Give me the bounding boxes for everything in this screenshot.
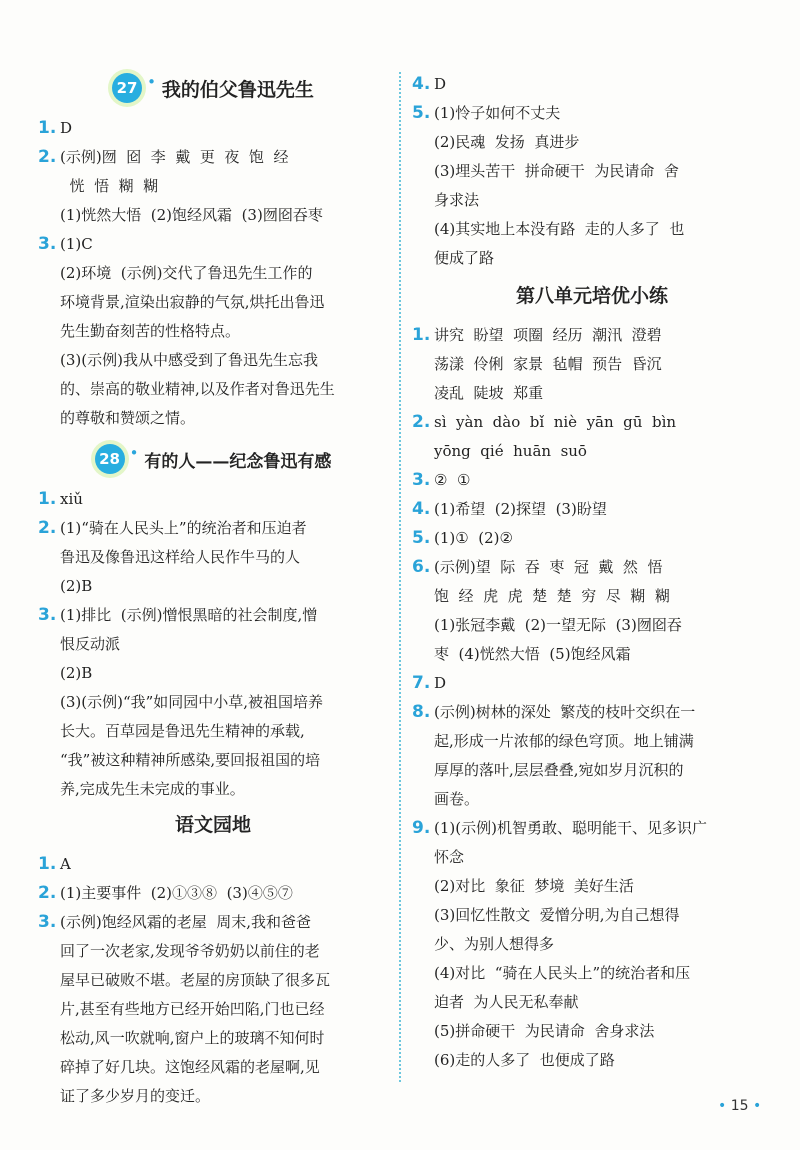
page-number [718, 1098, 761, 1114]
answer-line: sì yàn dào bǐ niè yān gū bìn [434, 413, 677, 431]
answer-item [38, 230, 388, 433]
answer-line: 先生勤奋刻苦的性格特点。 [60, 322, 241, 340]
answer-item [412, 99, 772, 273]
answer-number: 2. [38, 883, 57, 903]
answer-line: D [434, 674, 447, 692]
answer-item [412, 553, 772, 669]
answer-number: 1. [412, 325, 431, 345]
answer-line: 怀念 [434, 848, 465, 866]
answer-line: (2)B [60, 664, 93, 682]
answer-line: (4)其实地上本没有路 走的人多了 也 [434, 220, 685, 238]
answer-number: 9. [412, 818, 431, 838]
lesson-27-title [38, 70, 388, 106]
answer-line: 枣 (4)恍然大悟 (5)饱经风霜 [434, 645, 631, 663]
answer-line: 的、崇高的敬业精神,以及作者对鲁迅先生 [60, 380, 335, 398]
lesson-title-text: 有的人——纪念鲁迅有感 [144, 451, 332, 472]
answer-line: 便成了路 [434, 249, 495, 267]
yuwen-yuandi-answers [38, 850, 388, 1111]
answer-line: 证了多少岁月的变迁。 [60, 1087, 211, 1105]
unit-8-title: 第八单元培优小练 [515, 285, 668, 307]
answer-line: (3)(示例)我从中感受到了鲁迅先生忘我 [60, 351, 318, 369]
answer-line: (2)B [60, 577, 93, 595]
answer-number: 1. [38, 118, 57, 138]
answer-line: D [434, 75, 447, 93]
answer-line: (2)民魂 发扬 真进步 [434, 133, 580, 151]
answer-item [412, 70, 772, 99]
lesson-28-title [38, 441, 388, 477]
right-column [412, 70, 772, 1075]
answer-line: (示例)囫 囵 李 戴 更 夜 饱 经 [60, 148, 289, 166]
answer-line: (2)对比 象征 梦境 美好生活 [434, 877, 634, 895]
answer-number: 3. [412, 470, 431, 490]
answer-line: 饱 经 虎 虎 楚 楚 穷 尽 糊 糊 [434, 587, 670, 605]
answer-line: 长大。百草园是鲁迅先生精神的承载, [60, 722, 305, 740]
answer-line: (2)环境 (示例)交代了鲁迅先生工作的 [60, 264, 313, 282]
page-number-text: 15 [730, 1098, 749, 1114]
lesson-continued-answers [412, 70, 772, 273]
answer-number: 3. [38, 912, 57, 932]
answer-line: xiǔ [60, 490, 83, 508]
answer-line: 的尊敬和赞颂之情。 [60, 409, 196, 427]
answer-line: (5)拼命硬干 为民请命 舍身求法 [434, 1022, 655, 1040]
answer-number: 7. [412, 673, 431, 693]
answer-item [412, 669, 772, 698]
answer-line: 养,完成先生未完成的事业。 [60, 780, 245, 798]
answer-line: (1)张冠李戴 (2)一望无际 (3)囫囵吞 [434, 616, 682, 634]
lesson-28-answers [38, 485, 388, 804]
unit-8-answers [412, 321, 772, 1075]
answer-line: (1)主要事件 (2)①③⑧ (3)④⑤⑦ [60, 884, 293, 902]
answer-item [38, 879, 388, 908]
answer-line: 画卷。 [434, 790, 480, 808]
lesson-number-badge: 27 [112, 73, 142, 103]
answer-line: (1)(示例)机智勇敢、聪明能干、见多识广 [434, 819, 707, 837]
answer-item [412, 524, 772, 553]
answer-number: 5. [412, 528, 431, 548]
answer-item [412, 466, 772, 495]
answer-number: 4. [412, 74, 431, 94]
answer-line: 屋早已破败不堪。老屋的房顶缺了很多瓦 [60, 971, 331, 989]
dot-icon: • [129, 444, 139, 462]
answer-line: 碎掉了好几块。这饱经风霜的老屋啊,见 [60, 1058, 320, 1076]
answer-line: 荡漾 伶俐 家景 毡帽 预告 昏沉 [434, 355, 662, 373]
dot-icon: • [753, 1098, 762, 1114]
answer-item [38, 850, 388, 879]
column-divider [399, 72, 401, 1082]
answer-number: 1. [38, 854, 57, 874]
answer-line: 片,甚至有些地方已经开始凹陷,门也已经 [60, 1000, 325, 1018]
answer-line: 松动,风一吹就响,窗户上的玻璃不知何时 [60, 1029, 325, 1047]
answer-number: 4. [412, 499, 431, 519]
answer-item [38, 143, 388, 230]
answer-line: 恨反动派 [60, 635, 121, 653]
yuwen-yuandi-title: 语文园地 [174, 814, 251, 836]
answer-line: (示例)树林的深处 繁茂的枝叶交织在一 [434, 703, 696, 721]
answer-line: 少、为别人想得多 [434, 935, 555, 953]
answer-line: 回了一次老家,发现爷爷奶奶以前住的老 [60, 942, 320, 960]
answer-line: (示例)望 际 吞 枣 冠 戴 然 悟 [434, 558, 663, 576]
answer-item [38, 485, 388, 514]
answer-line: 厚厚的落叶,层层叠叠,宛如岁月沉积的 [434, 761, 684, 779]
answer-line: (1)恍然大悟 (2)饱经风霜 (3)囫囵吞枣 [60, 206, 323, 224]
answer-item [412, 408, 772, 466]
answer-number: 6. [412, 557, 431, 577]
answer-line: 鲁迅及像鲁迅这样给人民作牛马的人 [60, 548, 301, 566]
answer-line: (1)希望 (2)探望 (3)盼望 [434, 500, 607, 518]
answer-line: (4)对比 “骑在人民头上”的统治者和压 [434, 964, 691, 982]
answer-number: 3. [38, 234, 57, 254]
lesson-title-text: 我的伯父鲁迅先生 [161, 78, 314, 101]
answer-item [412, 321, 772, 408]
answer-line: (1)C [60, 235, 93, 253]
lesson-number-badge: 28 [95, 444, 125, 474]
answer-line: 讲究 盼望 项圈 经历 潮汛 澄碧 [434, 326, 662, 344]
answer-line: D [60, 119, 73, 137]
answer-number: 2. [412, 412, 431, 432]
answer-line: 迫者 为人民无私奉献 [434, 993, 579, 1011]
answer-item [412, 814, 772, 1075]
answer-line: (6)走的人多了 也便成了路 [434, 1051, 615, 1069]
left-column [38, 70, 388, 1111]
answer-line: (3)(示例)“我”如同园中小草,被祖国培养 [60, 693, 324, 711]
answer-number: 3. [38, 605, 57, 625]
dot-icon: • [718, 1098, 727, 1114]
answer-line: ② ① [434, 471, 471, 489]
answer-item [38, 601, 388, 804]
answer-item [38, 114, 388, 143]
answer-item [412, 495, 772, 524]
dot-icon: • [147, 73, 156, 91]
answer-number: 2. [38, 518, 57, 538]
answer-item [38, 514, 388, 601]
answer-line: (1)“骑在人民头上”的统治者和压迫者 [60, 519, 307, 537]
answer-line: 身求法 [434, 191, 480, 209]
answer-line: (3)回忆性散文 爱憎分明,为自己想得 [434, 906, 680, 924]
answer-line: (3)埋头苦干 拼命硬干 为民请命 舍 [434, 162, 679, 180]
answer-item [412, 698, 772, 814]
answer-line: yōng qié huān suō [434, 442, 587, 460]
answer-number: 1. [38, 489, 57, 509]
answer-line: 恍 悟 糊 糊 [60, 177, 159, 195]
answer-item [38, 908, 388, 1111]
answer-line: “我”被这种精神所感染,要回报祖国的培 [60, 751, 321, 769]
answer-line: (1)排比 (示例)憎恨黑暗的社会制度,憎 [60, 606, 318, 624]
answer-line: 起,形成一片浓郁的绿色穹顶。地上铺满 [434, 732, 694, 750]
answer-line: (示例)饱经风霜的老屋 周末,我和爸爸 [60, 913, 312, 931]
answer-number: 2. [38, 147, 57, 167]
answer-line: (1)① (2)② [434, 529, 513, 547]
lesson-27-answers [38, 114, 388, 433]
answer-line: 环境背景,渲染出寂静的气氛,烘托出鲁迅 [60, 293, 325, 311]
answer-line: 凌乱 陡坡 郑重 [434, 384, 544, 402]
answer-line: A [60, 855, 71, 873]
answer-line: (1)怜子如何不丈夫 [434, 104, 561, 122]
answer-number: 8. [412, 702, 431, 722]
answer-number: 5. [412, 103, 431, 123]
